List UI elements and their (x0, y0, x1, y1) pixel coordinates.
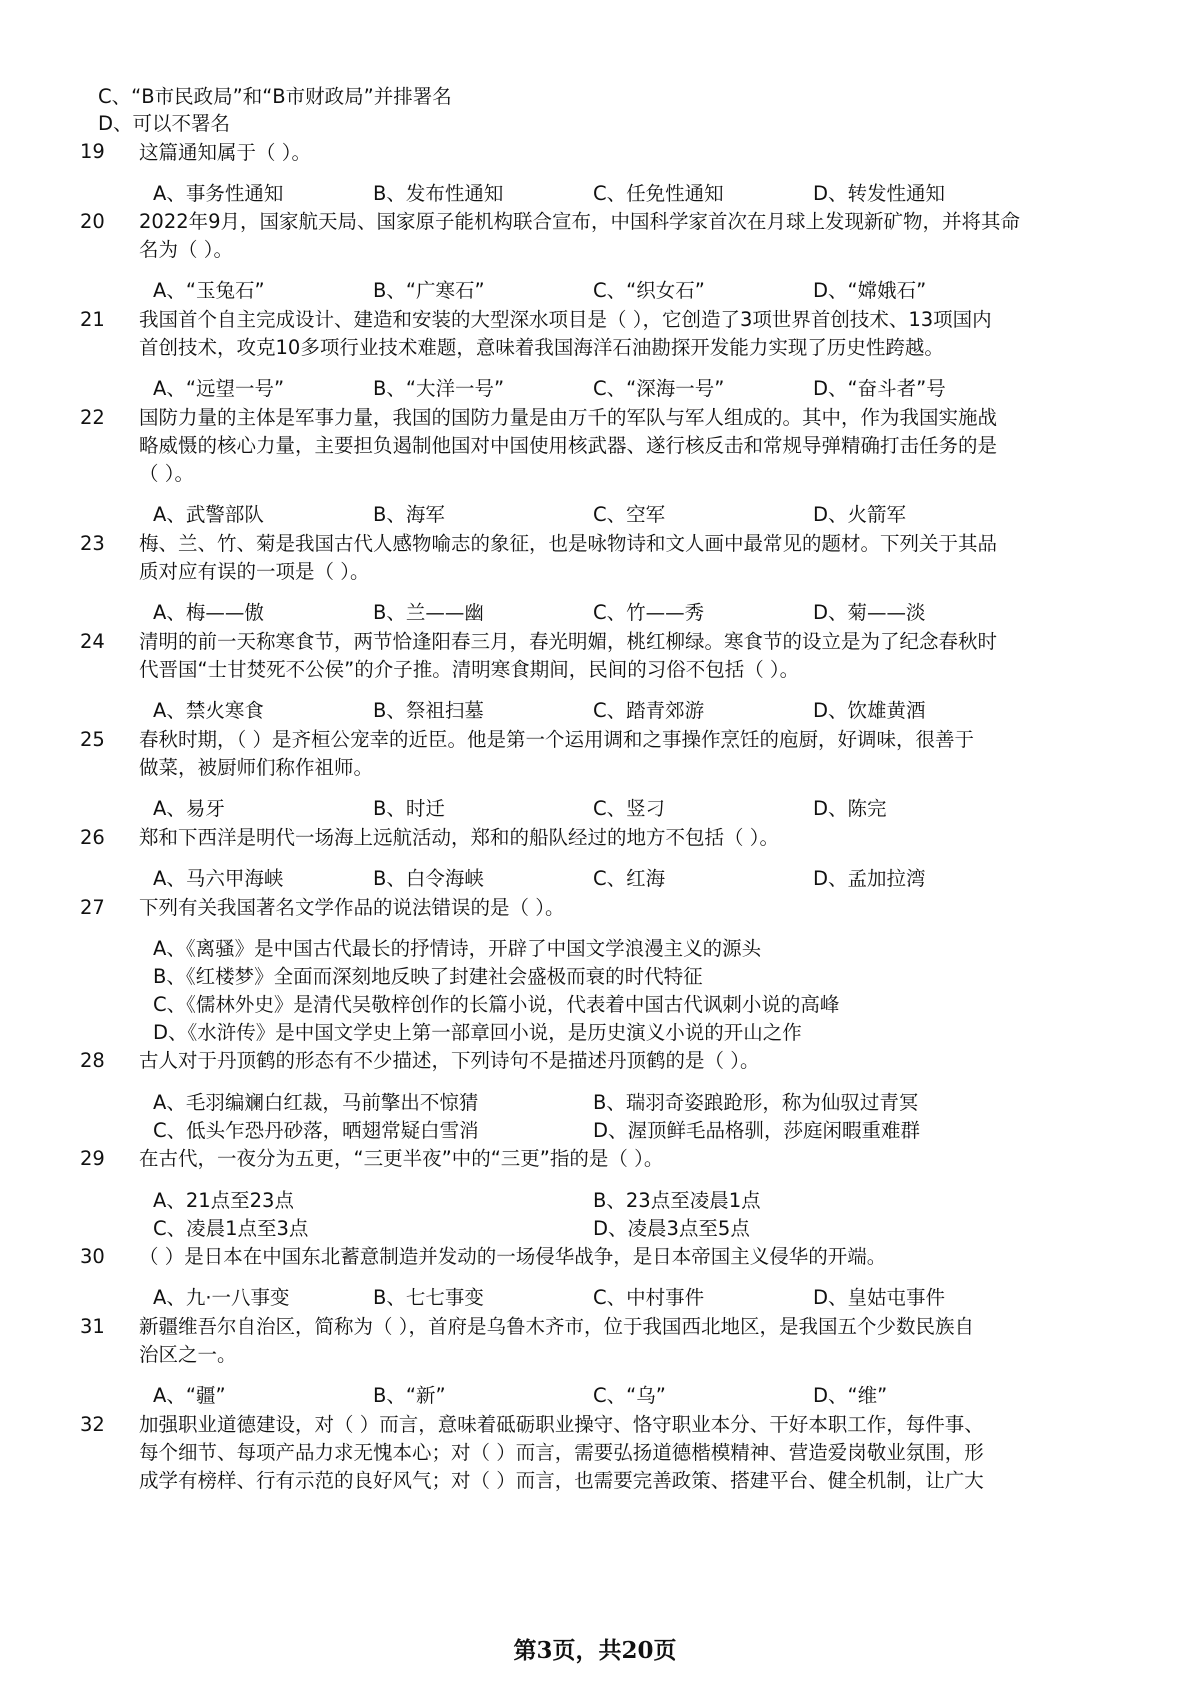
question-number: 26 (80, 826, 105, 849)
question-text: 加强职业道德建设，对（ ）而言，意味着砥砺职业操守、恪守职业本分、干好本职工作，每件事、 (139, 1413, 984, 1436)
question-text: 名为（ ）。 (139, 238, 233, 261)
option-d: D、火箭军 (813, 503, 907, 526)
question-number: 29 (80, 1147, 105, 1170)
option-d: D、菊——淡 (813, 601, 926, 624)
option-c: C、竹——秀 (593, 601, 705, 624)
option-d: D、饮雄黄酒 (813, 699, 926, 722)
option-a: A、21点至23点 (153, 1189, 294, 1212)
option-b: B、海军 (373, 503, 445, 526)
option-a: A、易牙 (153, 797, 225, 820)
option-a: A、事务性通知 (153, 182, 284, 205)
option-d: D、皇姑屯事件 (813, 1286, 946, 1309)
question-number: 27 (80, 896, 105, 919)
question-number: 32 (80, 1413, 105, 1436)
question-number: 23 (80, 532, 105, 555)
option-d: D、转发性通知 (813, 182, 946, 205)
option-c: C、“织女石” (593, 279, 705, 302)
question-text: 古人对于丹顶鹤的形态有不少描述，下列诗句不是描述丹顶鹤的是（ ）。 (139, 1049, 760, 1072)
option-b: B、《红楼梦》全面而深刻地反映了封建社会盛极而衰的时代特征 (153, 965, 703, 988)
option-c: C、低头乍恐丹砂落，晒翅常疑白雪消 (153, 1119, 479, 1142)
option-b: B、“新” (373, 1384, 446, 1407)
option-c: C、“深海一号” (593, 377, 725, 400)
question-number: 25 (80, 728, 105, 751)
question-text: （ ）是日本在中国东北蓄意制造并发动的一场侵华战争，是日本帝国主义侵华的开端。 (139, 1245, 887, 1268)
option-b: B、“广寒石” (373, 279, 485, 302)
option-c: C、任免性通知 (593, 182, 724, 205)
question-number: 31 (80, 1315, 105, 1338)
question-text: 质对应有误的一项是（ ）。 (139, 560, 370, 583)
question-text: 郑和下西洋是明代一场海上远航活动，郑和的船队经过的地方不包括（ ）。 (139, 826, 779, 849)
option-d: D、陈完 (813, 797, 887, 820)
option-b: B、兰——幽 (373, 601, 484, 624)
question-number: 24 (80, 630, 105, 653)
option-a: A、“玉兔石” (153, 279, 265, 302)
option-d: D、“嫦娥石” (813, 279, 927, 302)
option-a: A、毛羽编斓白红裁，马前擎出不惊猜 (153, 1091, 479, 1114)
option-a: A、禁火寒食 (153, 699, 264, 722)
option-c: C、“乌” (593, 1384, 666, 1407)
question-text: 首创技术，攻克10多项行业技术难题，意味着我国海洋石油勘探开发能力实现了历史性跨越。 (139, 336, 944, 359)
option-a: A、“疆” (153, 1384, 226, 1407)
option-d: D、凌晨3点至5点 (593, 1217, 750, 1240)
option-a: A、《离骚》是中国古代最长的抒情诗，开辟了中国文学浪漫主义的源头 (153, 937, 762, 960)
question-text: 成学有榜样、行有示范的良好风气；对（ ）而言，也需要完善政策、搭建平台、健全机制，让广大 (139, 1469, 984, 1492)
option-a: A、“远望一号” (153, 377, 285, 400)
option-a: A、马六甲海峡 (153, 867, 284, 890)
question-number: 19 (80, 140, 105, 163)
option-a: A、武警部队 (153, 503, 264, 526)
question-number: 28 (80, 1049, 105, 1072)
question-number: 21 (80, 308, 105, 331)
question-text: （ ）。 (139, 462, 194, 485)
question-text: 略威慑的核心力量，主要担负遏制他国对中国使用核武器、遂行核反击和常规导弹精确打击任务的是 (139, 434, 998, 457)
question-text: 国防力量的主体是军事力量，我国的国防力量是由万千的军队与军人组成的。其中，作为我国实施战 (139, 406, 998, 429)
option-b: B、时迁 (373, 797, 445, 820)
question-text: 梅、兰、竹、菊是我国古代人感物喻志的象征，也是咏物诗和文人画中最常见的题材。下列关于其品 (139, 532, 998, 555)
option-c: C、红海 (593, 867, 666, 890)
option-b: B、23点至凌晨1点 (593, 1189, 761, 1212)
carry-over-option-d: D、可以不署名 (98, 112, 231, 135)
option-d: D、“维” (813, 1384, 888, 1407)
question-text: 我国首个自主完成设计、建造和安装的大型深水项目是（ ），它创造了3项世界首创技术、13项国内 (139, 308, 992, 331)
option-d: D、孟加拉湾 (813, 867, 926, 890)
option-c: C、《儒林外史》是清代吴敬梓创作的长篇小说，代表着中国古代讽刺小说的高峰 (153, 993, 840, 1016)
option-a: A、九·一八事变 (153, 1286, 290, 1309)
option-b: B、瑞羽奇姿踉跄形，称为仙驭过青冥 (593, 1091, 919, 1114)
question-text: 下列有关我国著名文学作品的说法错误的是（ ）。 (139, 896, 565, 919)
question-text: 新疆维吾尔自治区，简称为（ ），首府是乌鲁木齐市，位于我国西北地区，是我国五个少数民族自 (139, 1315, 974, 1338)
option-b: B、七七事变 (373, 1286, 484, 1309)
question-number: 20 (80, 210, 105, 233)
option-d: D、“奋斗者”号 (813, 377, 946, 400)
carry-over-option-c: C、“B市民政局”和“B市财政局”并排署名 (98, 85, 452, 108)
question-text: 代晋国“士甘焚死不公侯”的介子推。清明寒食期间，民间的习俗不包括（ ）。 (139, 658, 800, 681)
page-footer: 第3页，共20页 (513, 1637, 677, 1664)
option-c: C、中村事件 (593, 1286, 705, 1309)
option-d: D、渥顶鲜毛品格驯，莎庭闲暇重难群 (593, 1119, 921, 1142)
question-text: 2022年9月，国家航天局、国家原子能机构联合宣布，中国科学家首次在月球上发现新矿物，并将其命 (139, 210, 1021, 233)
question-text: 清明的前一天称寒食节，两节恰逢阳春三月，春光明媚，桃红柳绿。寒食节的设立是为了纪念春秋时 (139, 630, 998, 653)
option-b: B、“大洋一号” (373, 377, 505, 400)
option-d: D、《水浒传》是中国文学史上第一部章回小说，是历史演义小说的开山之作 (153, 1021, 802, 1044)
option-c: C、凌晨1点至3点 (153, 1217, 309, 1240)
question-text: 在古代，一夜分为五更，“三更半夜”中的“三更”指的是（ ）。 (139, 1147, 664, 1170)
option-b: B、祭祖扫墓 (373, 699, 484, 722)
question-text: 每个细节、每项产品力求无愧本心；对（ ）而言，需要弘扬道德楷模精神、营造爱岗敬业氛围，形 (139, 1441, 984, 1464)
option-a: A、梅——傲 (153, 601, 264, 624)
option-c: C、竖刁 (593, 797, 666, 820)
question-text: 做菜，被厨师们称作祖师。 (139, 756, 374, 779)
question-number: 22 (80, 406, 105, 429)
option-c: C、踏青郊游 (593, 699, 705, 722)
option-c: C、空军 (593, 503, 666, 526)
question-text: 这篇通知属于（ ）。 (139, 141, 311, 164)
question-number: 30 (80, 1245, 105, 1268)
question-text: 治区之一。 (139, 1343, 237, 1366)
option-b: B、白令海峡 (373, 867, 484, 890)
option-b: B、发布性通知 (373, 182, 504, 205)
question-text: 春秋时期，（ ）是齐桓公宠幸的近臣。他是第一个运用调和之事操作烹饪的庖厨，好调味，很善于 (139, 728, 974, 751)
